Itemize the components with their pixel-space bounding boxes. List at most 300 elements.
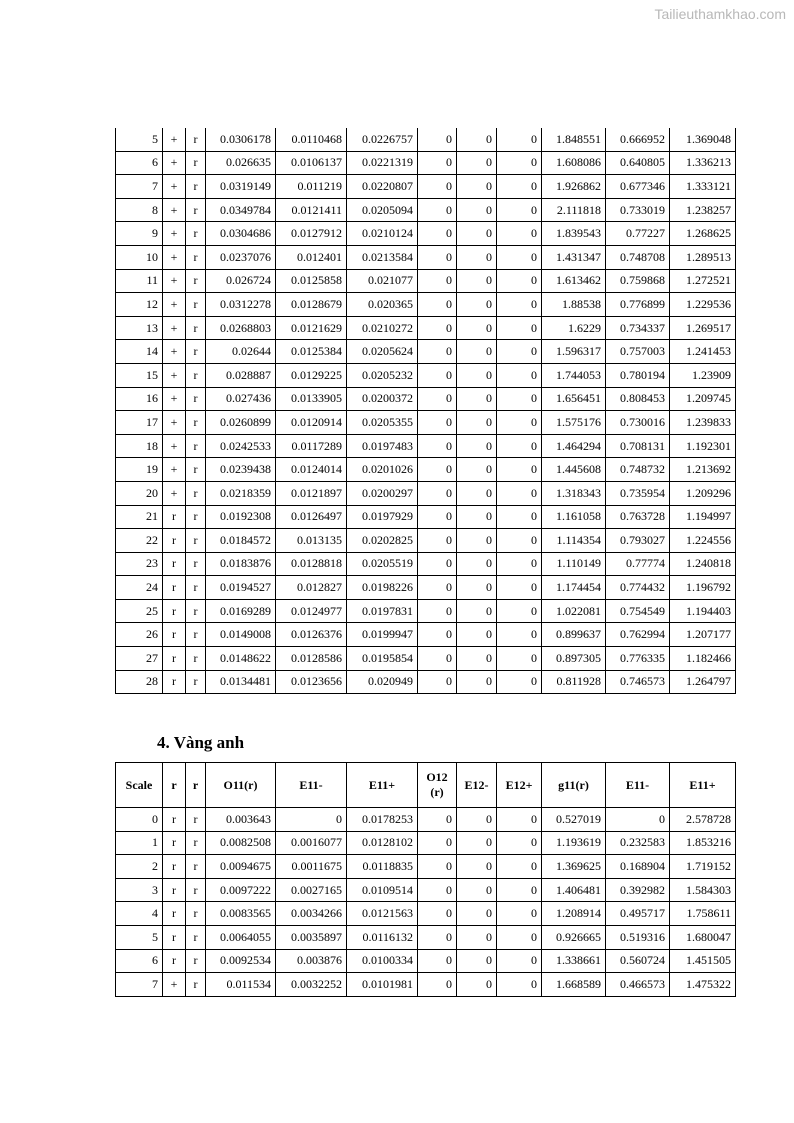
table-cell: 0 xyxy=(457,808,497,832)
table-cell: 0 xyxy=(418,481,457,505)
table-cell: 0 xyxy=(457,458,497,482)
table-cell: 1.369048 xyxy=(670,128,736,151)
table-cell: r xyxy=(186,831,206,855)
table-cell: 0.77227 xyxy=(606,222,670,246)
table-cell: 0.708131 xyxy=(606,434,670,458)
table-cell: 0.0149008 xyxy=(206,623,276,647)
table-cell: r xyxy=(186,481,206,505)
table-cell: 21 xyxy=(116,505,163,529)
table-cell: 1.238257 xyxy=(670,198,736,222)
table-cell: 0.0011675 xyxy=(276,855,347,879)
table-cell: 19 xyxy=(116,458,163,482)
table-cell: 0.026724 xyxy=(206,269,276,293)
table-cell: 0 xyxy=(497,387,542,411)
table-row xyxy=(116,222,736,246)
table-cell: r xyxy=(163,599,186,623)
table-cell: 0.677346 xyxy=(606,175,670,199)
table-cell: 4 xyxy=(116,902,163,926)
table-cell: 1.656451 xyxy=(542,387,606,411)
table-cell: 0.0121629 xyxy=(276,316,347,340)
column-header: O12 (r) xyxy=(418,763,457,808)
column-header: O11(r) xyxy=(206,763,276,808)
table-cell: 0.0125858 xyxy=(276,269,347,293)
table-cell: 0.02644 xyxy=(206,340,276,364)
table-cell: 0.013135 xyxy=(276,529,347,553)
table-cell: 0.0239438 xyxy=(206,458,276,482)
table-cell: r xyxy=(186,529,206,553)
table-cell: 0 xyxy=(457,245,497,269)
table-cell: 1.196792 xyxy=(670,576,736,600)
table-cell: 0 xyxy=(457,363,497,387)
table-cell: + xyxy=(163,316,186,340)
table-cell: 0.0205094 xyxy=(347,198,418,222)
table-cell: 0 xyxy=(418,902,457,926)
table-cell: 0.776899 xyxy=(606,293,670,317)
table-cell: 0 xyxy=(457,198,497,222)
table-cell: 0 xyxy=(457,949,497,973)
table-cell: 0.0178253 xyxy=(347,808,418,832)
table-cell: 0.0148622 xyxy=(206,647,276,671)
table-cell: + xyxy=(163,411,186,435)
table-cell: 0 xyxy=(497,902,542,926)
table-cell: 0 xyxy=(497,623,542,647)
table-cell: 1.338661 xyxy=(542,949,606,973)
table-cell: 0.763728 xyxy=(606,505,670,529)
table-cell: 0 xyxy=(418,198,457,222)
table-cell: 0.0195854 xyxy=(347,647,418,671)
watermark: Tailieuthamkhao.com xyxy=(654,6,786,22)
table-cell: 0.0242533 xyxy=(206,434,276,458)
table-cell: r xyxy=(163,505,186,529)
table-row xyxy=(116,808,736,832)
table-cell: 0 xyxy=(418,831,457,855)
table-cell: 0.899637 xyxy=(542,623,606,647)
table-cell: 1.194997 xyxy=(670,505,736,529)
table-header-row xyxy=(116,763,736,808)
table-cell: 0.0312278 xyxy=(206,293,276,317)
table-cell: 0.754549 xyxy=(606,599,670,623)
table-cell: 0.780194 xyxy=(606,363,670,387)
table-cell: 5 xyxy=(116,925,163,949)
table-cell: 0.0194527 xyxy=(206,576,276,600)
table-cell: 0 xyxy=(418,387,457,411)
table-cell: 0.0220807 xyxy=(347,175,418,199)
table-cell: 0.527019 xyxy=(542,808,606,832)
table-cell: r xyxy=(186,387,206,411)
table-row xyxy=(116,576,736,600)
table-cell: 0 xyxy=(457,623,497,647)
table-cell: r xyxy=(186,670,206,694)
table-cell: 0 xyxy=(497,925,542,949)
table-cell: r xyxy=(186,293,206,317)
table-cell: 0 xyxy=(497,269,542,293)
table-cell: r xyxy=(186,151,206,175)
table-cell: 0.0123656 xyxy=(276,670,347,694)
table-cell: 0 xyxy=(457,973,497,997)
table-cell: 0.0082508 xyxy=(206,831,276,855)
table-cell: 9 xyxy=(116,222,163,246)
table-cell: 1.209745 xyxy=(670,387,736,411)
table-cell: 0.232583 xyxy=(606,831,670,855)
table-cell: 0 xyxy=(497,222,542,246)
table-cell: 0 xyxy=(606,808,670,832)
table-cell: 0 xyxy=(457,925,497,949)
table-cell: r xyxy=(163,576,186,600)
table-cell: 0.0100334 xyxy=(347,949,418,973)
table-cell: 0 xyxy=(497,481,542,505)
table-cell: 26 xyxy=(116,623,163,647)
table-cell: 0 xyxy=(457,878,497,902)
table-cell: 1.194403 xyxy=(670,599,736,623)
table-cell: + xyxy=(163,458,186,482)
table-cell: r xyxy=(163,855,186,879)
table-cell: 8 xyxy=(116,198,163,222)
table-cell: 1.926862 xyxy=(542,175,606,199)
table-cell: 0 xyxy=(497,434,542,458)
table-cell: r xyxy=(186,855,206,879)
column-header: E12- xyxy=(457,763,497,808)
table-row xyxy=(116,599,736,623)
table-cell: 1.853216 xyxy=(670,831,736,855)
table-cell: 0.0134481 xyxy=(206,670,276,694)
column-header: E11+ xyxy=(347,763,418,808)
table-cell: r xyxy=(186,222,206,246)
table-cell: r xyxy=(186,623,206,647)
table-cell: 0 xyxy=(457,340,497,364)
table-cell: 0 xyxy=(457,411,497,435)
table-row xyxy=(116,647,736,671)
table-cell: + xyxy=(163,973,186,997)
table-cell: + xyxy=(163,245,186,269)
table-cell: 0.0129225 xyxy=(276,363,347,387)
table-cell: r xyxy=(186,128,206,151)
table-cell: 0.0226757 xyxy=(347,128,418,151)
table-cell: 0.0124014 xyxy=(276,458,347,482)
table-cell: 0 xyxy=(457,481,497,505)
column-header: g11(r) xyxy=(542,763,606,808)
table-cell: 0.733019 xyxy=(606,198,670,222)
table-cell: 0 xyxy=(497,293,542,317)
table-cell: 1.224556 xyxy=(670,529,736,553)
table-cell: + xyxy=(163,434,186,458)
table-cell: 0 xyxy=(418,222,457,246)
table-cell: r xyxy=(163,552,186,576)
table-cell: 0.0092534 xyxy=(206,949,276,973)
table-cell: 0 xyxy=(418,925,457,949)
table-cell: r xyxy=(163,623,186,647)
table-cell: 0 xyxy=(457,151,497,175)
table-cell: 0.746573 xyxy=(606,670,670,694)
table-cell: 0.0201026 xyxy=(347,458,418,482)
table-cell: 25 xyxy=(116,599,163,623)
table-cell: 0.926665 xyxy=(542,925,606,949)
table-cell: 14 xyxy=(116,340,163,364)
table-cell: 0.0128586 xyxy=(276,647,347,671)
table-cell: 0 xyxy=(457,175,497,199)
table-cell: 0.0116132 xyxy=(347,925,418,949)
table-cell: 0.168904 xyxy=(606,855,670,879)
table-cell: 0.0218359 xyxy=(206,481,276,505)
table-cell: 1.848551 xyxy=(542,128,606,151)
table-cell: 0 xyxy=(457,222,497,246)
table-cell: 0 xyxy=(418,623,457,647)
table-cell: 0 xyxy=(418,808,457,832)
table-cell: 0.0268803 xyxy=(206,316,276,340)
table-cell: r xyxy=(186,552,206,576)
table-cell: 0.011534 xyxy=(206,973,276,997)
table-cell: 1.6229 xyxy=(542,316,606,340)
table-cell: 0.0192308 xyxy=(206,505,276,529)
table-row xyxy=(116,128,736,151)
table-cell: 0.0306178 xyxy=(206,128,276,151)
table-cell: 0.003643 xyxy=(206,808,276,832)
table-cell: 0 xyxy=(418,269,457,293)
table-cell: 0 xyxy=(497,151,542,175)
table-cell: r xyxy=(186,599,206,623)
table-cell: 0.0205355 xyxy=(347,411,418,435)
column-header: E12+ xyxy=(497,763,542,808)
table-cell: 0 xyxy=(418,411,457,435)
table-cell: 0.0319149 xyxy=(206,175,276,199)
table-cell: 0 xyxy=(497,647,542,671)
table-cell: 1.209296 xyxy=(670,481,736,505)
column-header: Scale xyxy=(116,763,163,808)
table-cell: 0.0126497 xyxy=(276,505,347,529)
table-cell: 0.027436 xyxy=(206,387,276,411)
table-cell: 0.392982 xyxy=(606,878,670,902)
table-cell: 0.0034266 xyxy=(276,902,347,926)
table-cell: 0.0210124 xyxy=(347,222,418,246)
table-cell: 7 xyxy=(116,973,163,997)
table-cell: 0.0133905 xyxy=(276,387,347,411)
table-cell: 0 xyxy=(497,340,542,364)
table-cell: r xyxy=(163,902,186,926)
table-cell: 0.0205624 xyxy=(347,340,418,364)
table-cell: r xyxy=(186,902,206,926)
table-cell: 0 xyxy=(457,855,497,879)
table-cell: 0 xyxy=(457,599,497,623)
table-cell: r xyxy=(186,949,206,973)
table-cell: 0.762994 xyxy=(606,623,670,647)
table-cell: r xyxy=(186,175,206,199)
table-cell: 0 xyxy=(497,411,542,435)
table-cell: 0 xyxy=(418,245,457,269)
table-cell: 2.111818 xyxy=(542,198,606,222)
table-cell: 0 xyxy=(457,831,497,855)
table-cell: 0.0237076 xyxy=(206,245,276,269)
table-cell: 1.239833 xyxy=(670,411,736,435)
table-cell: 1.464294 xyxy=(542,434,606,458)
table-cell: 0 xyxy=(497,198,542,222)
table-cell: 13 xyxy=(116,316,163,340)
table-cell: 1.241453 xyxy=(670,340,736,364)
table-cell: 0.757003 xyxy=(606,340,670,364)
table-cell: 0.466573 xyxy=(606,973,670,997)
table-row xyxy=(116,458,736,482)
table-cell: 1.207177 xyxy=(670,623,736,647)
table-cell: 0.560724 xyxy=(606,949,670,973)
table-cell: 0 xyxy=(418,505,457,529)
table-cell: 0 xyxy=(418,855,457,879)
column-header: r xyxy=(163,763,186,808)
table-cell: 0.0128102 xyxy=(347,831,418,855)
table-cell: 1.336213 xyxy=(670,151,736,175)
table-cell: 6 xyxy=(116,949,163,973)
table-cell: 0 xyxy=(116,808,163,832)
table-cell: 0.0106137 xyxy=(276,151,347,175)
table-cell: 0.0205232 xyxy=(347,363,418,387)
table-cell: + xyxy=(163,151,186,175)
table-row xyxy=(116,925,736,949)
table-row xyxy=(116,411,736,435)
table-cell: 1.839543 xyxy=(542,222,606,246)
table-cell: 1.475322 xyxy=(670,973,736,997)
table-cell: 0.77774 xyxy=(606,552,670,576)
table-cell: 0 xyxy=(497,599,542,623)
table-cell: 0.0197483 xyxy=(347,434,418,458)
table-cell: 0 xyxy=(418,434,457,458)
table-cell: + xyxy=(163,198,186,222)
table-row xyxy=(116,505,736,529)
table-cell: 0 xyxy=(418,175,457,199)
table-cell: 1.451505 xyxy=(670,949,736,973)
table-cell: 0.0205519 xyxy=(347,552,418,576)
table-cell: 0.0128818 xyxy=(276,552,347,576)
table-cell: 0 xyxy=(457,293,497,317)
table-cell: 1.182466 xyxy=(670,647,736,671)
table-cell: 0.0183876 xyxy=(206,552,276,576)
table-cell: 0.0027165 xyxy=(276,878,347,902)
table-cell: 1.192301 xyxy=(670,434,736,458)
table-cell: 1.445608 xyxy=(542,458,606,482)
table-cell: 0 xyxy=(497,878,542,902)
table-cell: 0.0200372 xyxy=(347,387,418,411)
table-cell: 23 xyxy=(116,552,163,576)
table-cell: 0.0184572 xyxy=(206,529,276,553)
table-cell: 1.668589 xyxy=(542,973,606,997)
table-cell: 0.0200297 xyxy=(347,481,418,505)
table-cell: 1.584303 xyxy=(670,878,736,902)
data-table-continued xyxy=(115,128,736,694)
table-cell: 0 xyxy=(457,552,497,576)
table-cell: 0 xyxy=(457,269,497,293)
table-cell: 0 xyxy=(418,576,457,600)
table-cell: 16 xyxy=(116,387,163,411)
table-cell: 0.0117289 xyxy=(276,434,347,458)
table-cell: 0.021077 xyxy=(347,269,418,293)
table-cell: 0.730016 xyxy=(606,411,670,435)
table-cell: 0.0260899 xyxy=(206,411,276,435)
table-cell: + xyxy=(163,175,186,199)
table-cell: 1.208914 xyxy=(542,902,606,926)
table-cell: 0 xyxy=(497,552,542,576)
table-row xyxy=(116,434,736,458)
table-cell: 0 xyxy=(418,670,457,694)
table-cell: 1 xyxy=(116,831,163,855)
table-cell: 0 xyxy=(497,128,542,151)
table-cell: 0 xyxy=(418,599,457,623)
table-cell: 0.0197831 xyxy=(347,599,418,623)
table-cell: 18 xyxy=(116,434,163,458)
table-cell: 0.0197929 xyxy=(347,505,418,529)
table-cell: 0 xyxy=(497,670,542,694)
table-cell: 0.012827 xyxy=(276,576,347,600)
table-cell: 0 xyxy=(457,128,497,151)
table-row xyxy=(116,387,736,411)
column-header: E11- xyxy=(606,763,670,808)
table-cell: 3 xyxy=(116,878,163,902)
table-cell: r xyxy=(186,363,206,387)
table-cell: 5 xyxy=(116,128,163,151)
table-cell: 0 xyxy=(457,505,497,529)
table-cell: 0.0198226 xyxy=(347,576,418,600)
table-cell: 1.213692 xyxy=(670,458,736,482)
table-cell: 0 xyxy=(497,175,542,199)
table-cell: 0.666952 xyxy=(606,128,670,151)
table-cell: 0 xyxy=(497,831,542,855)
table-cell: r xyxy=(186,245,206,269)
table-cell: 0.0109514 xyxy=(347,878,418,902)
table-cell: 0 xyxy=(457,902,497,926)
table-cell: r xyxy=(186,458,206,482)
table-cell: 0.748708 xyxy=(606,245,670,269)
table-cell: 0.0128679 xyxy=(276,293,347,317)
table-cell: 0.0304686 xyxy=(206,222,276,246)
table-cell: 0.011219 xyxy=(276,175,347,199)
table-cell: 22 xyxy=(116,529,163,553)
table-cell: 11 xyxy=(116,269,163,293)
table-cell: 0.0035897 xyxy=(276,925,347,949)
column-header: E11- xyxy=(276,763,347,808)
table-cell: r xyxy=(163,949,186,973)
table-cell: 0 xyxy=(276,808,347,832)
table-cell: 0.0199947 xyxy=(347,623,418,647)
table-cell: 1.23909 xyxy=(670,363,736,387)
table-row xyxy=(116,902,736,926)
column-header: E11+ xyxy=(670,763,736,808)
table-cell: 0.0349784 xyxy=(206,198,276,222)
table-cell: 0 xyxy=(418,151,457,175)
table-cell: 1.596317 xyxy=(542,340,606,364)
table-cell: 0 xyxy=(497,529,542,553)
table-cell: r xyxy=(186,316,206,340)
table-cell: 15 xyxy=(116,363,163,387)
table-cell: r xyxy=(163,647,186,671)
table-cell: 1.022081 xyxy=(542,599,606,623)
table-cell: 1.110149 xyxy=(542,552,606,576)
table-cell: + xyxy=(163,222,186,246)
table-cell: 1.575176 xyxy=(542,411,606,435)
table-cell: r xyxy=(163,878,186,902)
table-cell: 0 xyxy=(497,505,542,529)
table-cell: 1.174454 xyxy=(542,576,606,600)
table-cell: 0.0094675 xyxy=(206,855,276,879)
table-cell: 1.88538 xyxy=(542,293,606,317)
table-cell: 0.808453 xyxy=(606,387,670,411)
table-cell: 0.0121897 xyxy=(276,481,347,505)
table-cell: 0 xyxy=(497,245,542,269)
table-cell: 0.793027 xyxy=(606,529,670,553)
table-cell: 0.0110468 xyxy=(276,128,347,151)
table-cell: 1.719152 xyxy=(670,855,736,879)
table-cell: 10 xyxy=(116,245,163,269)
table-row xyxy=(116,529,736,553)
table-cell: 0.811928 xyxy=(542,670,606,694)
table-cell: r xyxy=(186,340,206,364)
table-row xyxy=(116,855,736,879)
table-cell: 0.020949 xyxy=(347,670,418,694)
table-row xyxy=(116,269,736,293)
